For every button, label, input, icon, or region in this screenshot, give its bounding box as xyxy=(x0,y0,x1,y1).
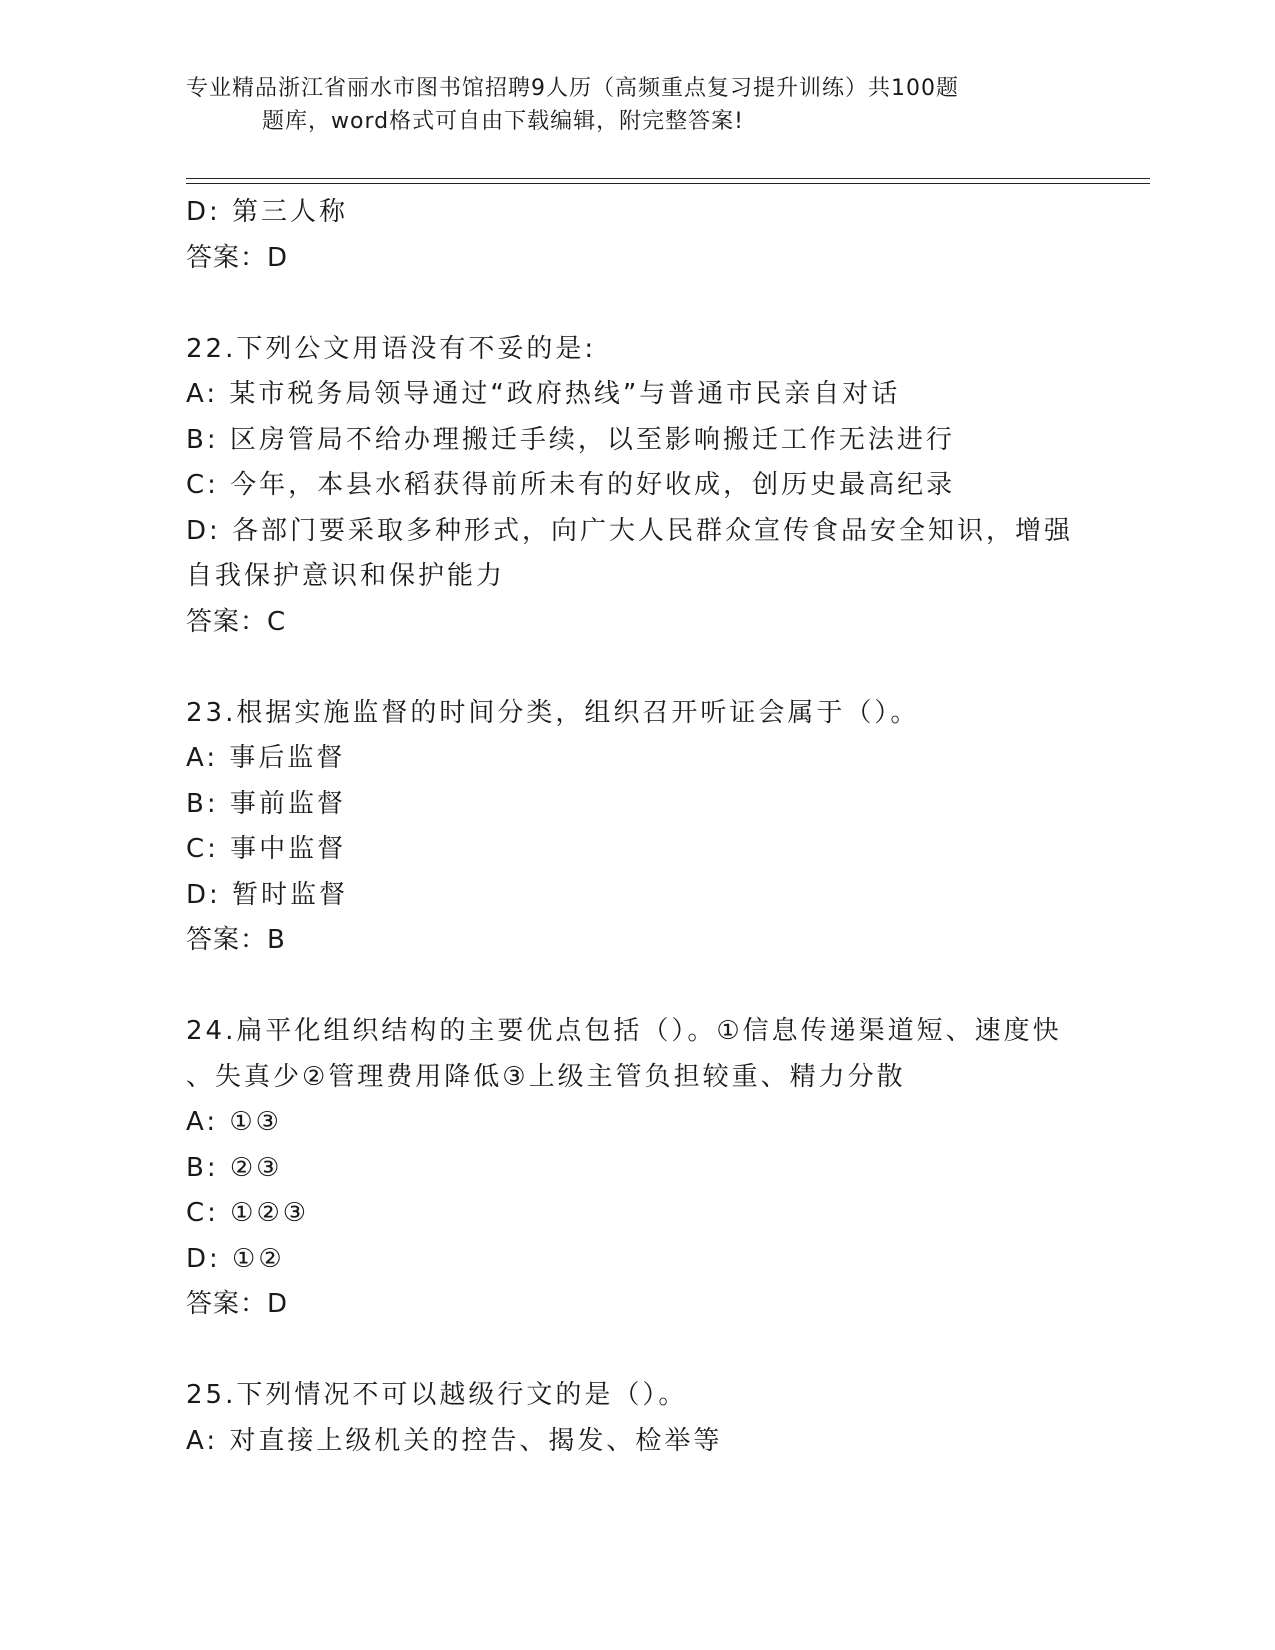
answer-line: 答案：D xyxy=(186,1289,289,1319)
option-b: B: ②③ xyxy=(186,1152,283,1183)
question-25 xyxy=(186,1373,1086,1464)
answer-line: 答案：D xyxy=(186,242,289,273)
option-d: D: 各部门要采取多种形式，向广大人民群众宣传食品安全知识，增强 xyxy=(186,515,1074,546)
option-b: B: 事前监督 xyxy=(186,788,346,819)
option-d: D: 第三人称 xyxy=(186,197,349,227)
question-21-tail xyxy=(186,190,1086,281)
question-24 xyxy=(186,1009,1086,1328)
question-stem: 25.下列情况不可以越级行文的是（）。 xyxy=(186,1380,688,1410)
document-header xyxy=(186,72,1066,138)
question-22 xyxy=(186,327,1086,646)
option-a: A: ①③ xyxy=(186,1107,282,1137)
header-title-line1: 专业精品浙江省丽水市图书馆招聘9人历（高频重点复习提升训练）共100题 xyxy=(186,76,959,101)
question-stem: 24.扁平化组织结构的主要优点包括（）。①信息传递渠道短、速度快 xyxy=(186,1016,1062,1046)
question-stem-continued: 、失真少②管理费用降低③上级主管负担较重、精力分散 xyxy=(186,1061,906,1092)
option-d-continued: 自我保护意识和保护能力 xyxy=(186,561,506,591)
option-b: B: 区房管局不给办理搬迁手续，以至影响搬迁工作无法进行 xyxy=(186,424,955,455)
option-c: C: 事中监督 xyxy=(186,834,347,864)
header-divider-top xyxy=(186,178,1150,179)
question-stem: 23.根据实施监督的时间分类，组织召开听证会属于（）。 xyxy=(186,697,920,728)
option-d: D: ①② xyxy=(186,1243,285,1274)
question-stem: 22.下列公文用语没有不妥的是: xyxy=(186,333,597,364)
question-list xyxy=(186,190,1086,1464)
answer-line: 答案：B xyxy=(186,925,286,955)
option-c: C: ①②③ xyxy=(186,1198,310,1228)
header-divider-bottom xyxy=(186,183,1150,184)
question-23 xyxy=(186,691,1086,964)
answer-line: 答案：C xyxy=(186,606,287,637)
option-c: C: 今年，本县水稻获得前所未有的好收成，创历史最高纪录 xyxy=(186,470,956,500)
header-title-line2: 题库，word格式可自由下载编辑，附完整答案! xyxy=(262,109,744,134)
option-a: A: 某市税务局领导通过“政府热线”与普通市民亲自对话 xyxy=(186,379,901,409)
option-a: A: 对直接上级机关的控告、揭发、检举等 xyxy=(186,1425,723,1456)
option-d: D: 暂时监督 xyxy=(186,879,349,910)
option-a: A: 事后监督 xyxy=(186,743,346,773)
